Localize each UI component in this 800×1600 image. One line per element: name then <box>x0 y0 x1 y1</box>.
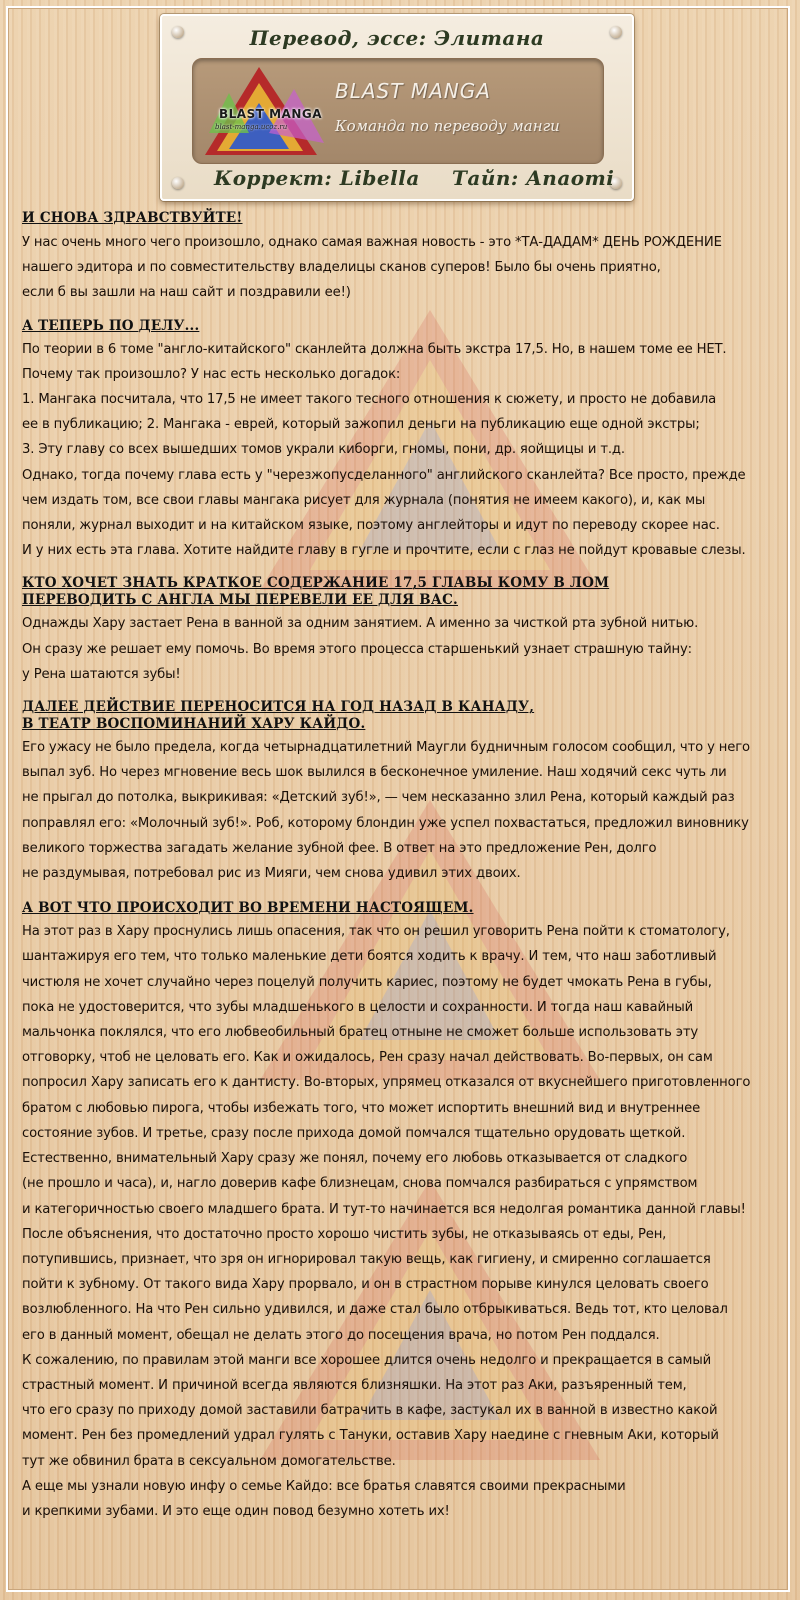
section-to-the-point <box>22 317 782 564</box>
text-line: чистюля не хочет случайно через поцелуй получить кариес, поэтому не будет чмокать Рена в губы, <box>22 974 712 990</box>
text-line: поняли, журнал выходит и на китайском языке, поэтому англейторы и идут по переводу скорее нас. <box>22 518 720 534</box>
text-line: (не прошло и часа), и, нагло доверив кафе близнецам, снова помчался разбираться с упрямством <box>22 1176 698 1192</box>
section-heading: ПЕРЕВОДИТЬ С АНГЛА МЫ ПЕРЕВЕЛИ ЕЕ ДЛЯ ВАС. <box>22 592 458 609</box>
text-line: И у них есть эта глава. Хотите найдите главу в гугле и прочтите, если с глаз не пойдут кровавые слезы. <box>22 543 746 559</box>
text-line: у Рена шатаются зубы! <box>22 666 181 682</box>
text-line: его в данный момент, обещал не делать этого до посещения врача, но потом Рен поддался. <box>22 1327 660 1343</box>
text-line: 3. Эту главу со всех вышедших томов украли киборги, гномы, пони, др. яойщицы и т.д. <box>22 442 625 458</box>
proofreader-credit: Коррект: Libella <box>214 166 420 190</box>
text-line: братом с любовью пирога, чтобы избежать того, что может испортить внешний вид и внутреннее <box>22 1100 701 1116</box>
text-line: Однако, тогда почему глава есть у "черезжопуcделанного" английского сканлейта? Все просто, прежде <box>22 467 746 483</box>
pin-icon <box>172 177 184 189</box>
text-line: и категоричностью своего младшего брата. И тут-то начинается вся недолгая романтика данной главы! <box>22 1201 746 1217</box>
text-line: поправлял его: «Молочный зуб!». Роб, которому блондин уже успел похвастаться, предложил виновнику <box>22 815 749 831</box>
text-line: У нас очень много чего произошло, однако самая важная новость - это *ТА-ДАДАМ* ДЕНЬ РОЖДЕНИЕ <box>22 235 722 250</box>
text-line: Однажды Хару застает Рена в ванной за одним занятием. А именно за чисткой рта зубной нитью. <box>22 616 699 632</box>
text-line: тут же обвинил брата в сексуальном домогательстве. <box>22 1453 396 1469</box>
text-line: К сожалению, по правилам этой манги все хорошее длится очень недолго и прекращается в самый <box>22 1352 712 1368</box>
logo-title: BLAST MANGA <box>219 107 322 121</box>
section-present <box>22 902 782 1524</box>
banner-subtitle: Команда по переводу манги <box>335 117 560 135</box>
logo-url: blast-manga.ucoz.ru <box>215 123 288 131</box>
text-line: страстный момент. И причиной всегда являются близняшки. На этот раз Аки, разъяренный тем, <box>22 1377 687 1393</box>
text-line: пойти к зубному. От такого вида Хару прорвало, и он в страстном порыве кинулся целовать своего <box>22 1277 709 1293</box>
text-line: пока не удостоверится, что зубы младшенького в целости и сохранности. И тогда наш кавайный <box>22 999 694 1015</box>
text-line: 1. Мангака посчитала, что 17,5 не имеет такого тесного отношения к сюжету, и просто не добавила <box>22 392 717 408</box>
section-heading: КТО ХОЧЕТ ЗНАТЬ КРАТКОЕ СОДЕРЖАНИЕ 17,5 ГЛАВЫ КОМУ В ЛОМ <box>22 575 610 592</box>
text-line: что его сразу по приходу домой заставили батрачить в кафе, застукал их в ванной в известно какой <box>22 1403 718 1419</box>
section-heading: ДАЛЕЕ ДЕЙСТВИЕ ПЕРЕНОСИТСЯ НА ГОД НАЗАД В КАНАДУ, <box>22 699 535 716</box>
text-line: нашего эдитора и по совместительству владелицы сканов суперов! Было бы очень приятно, <box>22 260 661 276</box>
text-line: чем издать том, все свои главы мангака рисует для журнала (понятия не имеем какого), и, как мы <box>22 492 706 508</box>
text-line: момент. Рен без промедлений удрал гулять с Тануки, оставив Хару наедине с гневным Аки, который <box>22 1428 719 1444</box>
section-heading: А ТЕПЕРЬ ПО ДЕЛУ... <box>22 317 200 334</box>
banner-title: BLAST MANGA <box>335 79 491 103</box>
text-line: отговорку, чтоб не целовать его. Как и ожидалось, Рен сразу начал действовать. Во-первых, он сам <box>22 1050 713 1066</box>
translator-credit: Перевод, эссе: Элитана <box>249 26 545 50</box>
text-line: Почему так произошло? У нас есть несколько догадок: <box>22 366 401 382</box>
text-line: Он сразу же решает ему помочь. Во время этого процесса старшенький узнает страшную тайну: <box>22 641 692 657</box>
text-line: не прыгал до потолка, выкрикивая: «Детский зуб!», — чем несказанно злил Рена, который каждый раз <box>22 790 735 806</box>
section-greeting <box>22 212 782 306</box>
typesetter-credit: Тайп: Anaomi <box>452 166 615 190</box>
text-line: если б вы зашли на наш сайт и поздравили ее!) <box>22 285 351 301</box>
text-line: мальчонка поклялся, что его любвеобильный братец отныне не сможет больше использовать эту <box>22 1025 699 1041</box>
text-line: состояние зубов. И третье, сразу после прихода домой помчался тщательно орудовать щеткой. <box>22 1125 686 1141</box>
text-line: не раздумывая, потребовал рис из Мияги, чем снова удивил этих двоих. <box>22 866 521 882</box>
text-line: На этот раз в Хару проснулись лишь опасения, так что он решил уговорить Рена пойти к стоматологу, <box>22 924 730 940</box>
text-line: выпал зуб. Но через мгновение весь шок вылился в бесконечное умиление. Наш ходячий секс чуть ли <box>22 765 727 781</box>
text-line: и крепкими зубами. И это еще один повод безумно хотеть их! <box>22 1503 450 1519</box>
text-line: Естественно, внимательный Хару сразу же понял, почему его любовь отказывается от сладкого <box>22 1151 688 1167</box>
section-heading: И СНОВА ЗДРАВСТВУЙТЕ! <box>22 210 243 226</box>
team-banner <box>192 58 604 164</box>
text-line: шантажируя его тем, что только маленькие дети боятся ходить к врачу. И тем, что наш заботливый <box>22 949 717 965</box>
text-line: А еще мы узнали новую инфу о семье Кайдо: все братья славятся своими прекрасными <box>22 1478 626 1494</box>
article-body <box>22 212 782 1538</box>
section-heading: А ВОТ ЧТО ПРОИСХОДИТ ВО ВРЕМЕНИ НАСТОЯЩЕМ. <box>22 900 474 917</box>
section-heading: В ТЕАТР ВОСПОМИНАНИЙ ХАРУ КАЙДО. <box>22 716 366 733</box>
text-line: По теории в 6 томе "англо-китайского" сканлейта должна быть экстра 17,5. Но, в нашем томе ее НЕТ. <box>22 341 727 357</box>
section-summary <box>22 577 782 687</box>
text-line: возлюбленного. На что Рен сильно удивился, и даже стал было отбрыкиваться. Ведь тот, кто целовал <box>22 1302 728 1318</box>
text-line: великого торжества загадать желание зубной фее. В ответ на это предложение Рен, долго <box>22 840 657 856</box>
text-line: попросил Хару записать его к дантисту. Во-вторых, упрямец отказался от вкуснейшего приготовленного <box>22 1075 751 1091</box>
text-line: потупившись, признает, что зря он игнорировал такую вещь, как гигиену, и смиренно соглашается <box>22 1251 711 1267</box>
credits-card <box>160 14 634 201</box>
text-line: ее в публикацию; 2. Мангака - еврей, который зажопил деньги на публикацию еще одной экстры; <box>22 417 700 433</box>
section-flashback <box>22 701 782 886</box>
text-line: После объяснения, что достаточно просто хорошо чистить зубы, не отказываясь от еды, Рен, <box>22 1226 667 1242</box>
text-line: Его ужасу не было предела, когда четырнадцатилетний Маугли будничным голосом сообщил, что у него <box>22 740 750 756</box>
